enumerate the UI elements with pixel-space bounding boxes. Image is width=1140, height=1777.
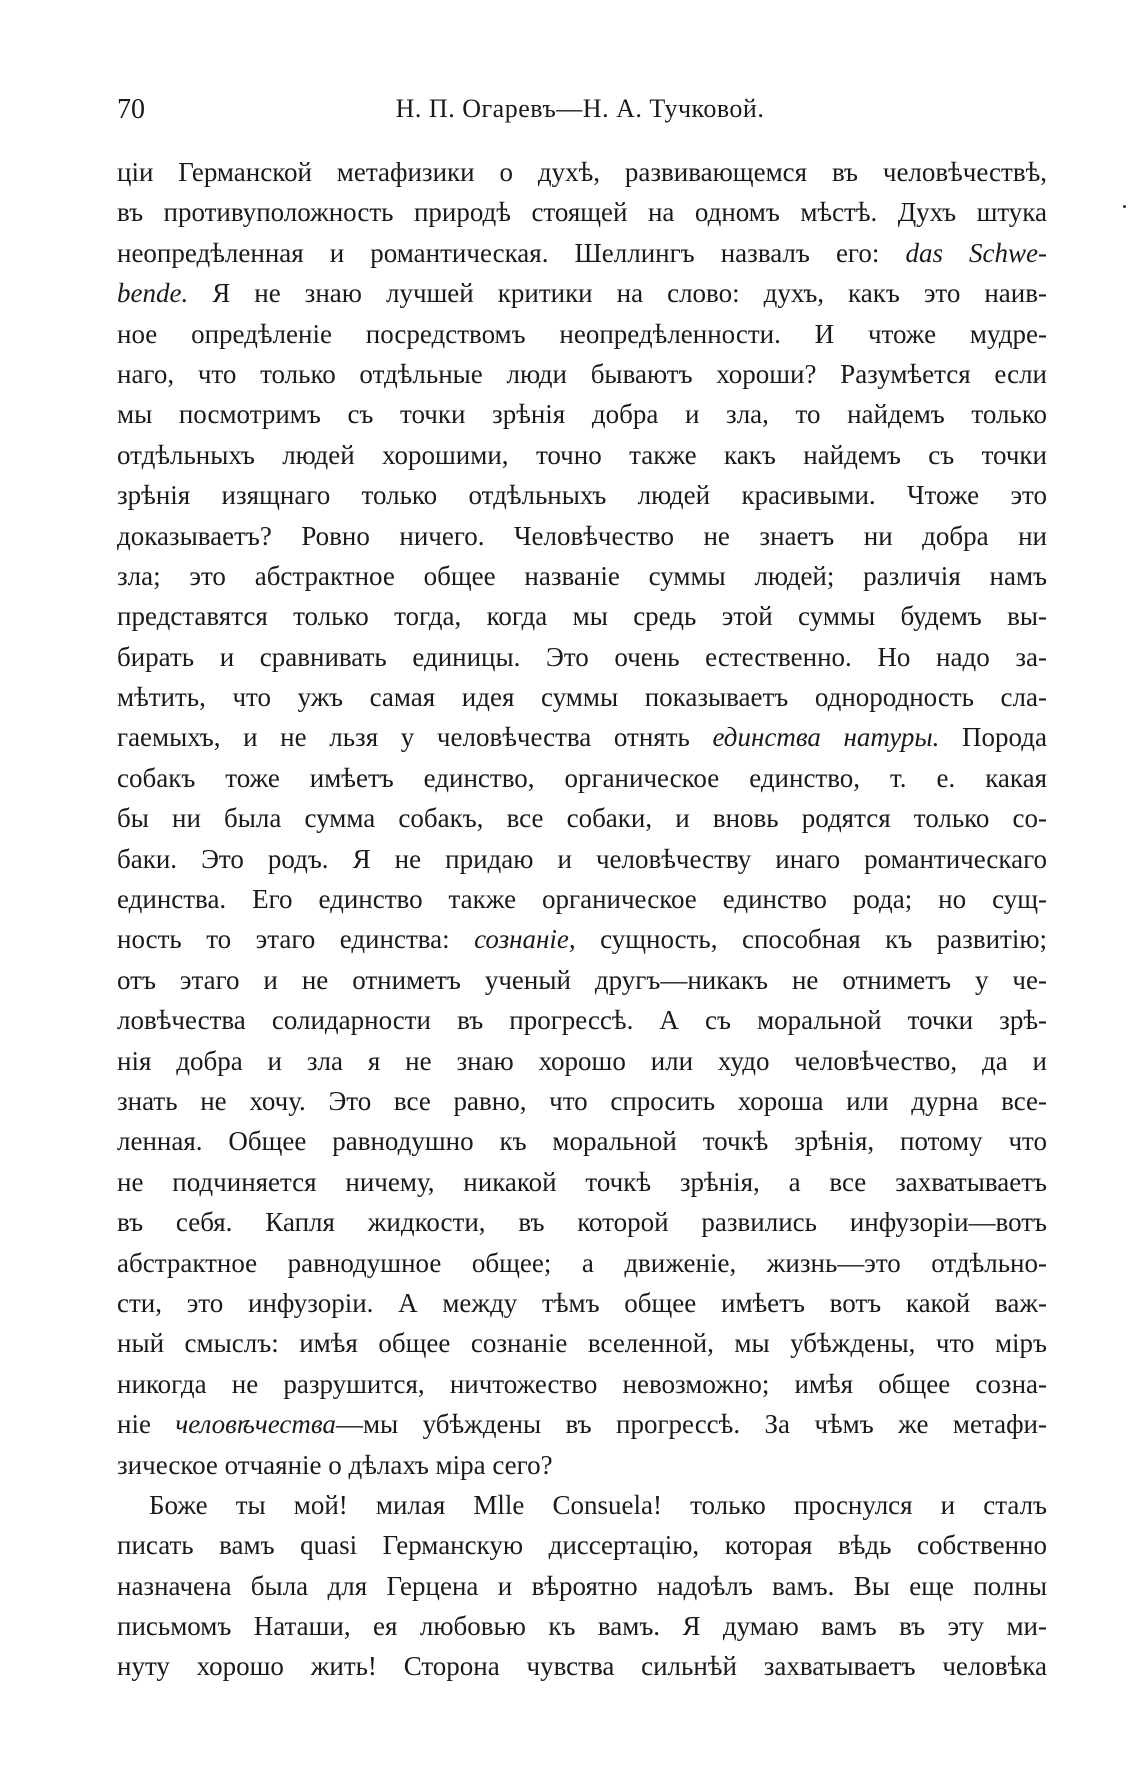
text-segment: въ себя. Капля жидкости, въ которой развились инфузоріи—вотъ [117, 1207, 1047, 1238]
text-segment: сти, это инфузоріи. А между тѣмъ общее имѣетъ вотъ какой важ- [117, 1287, 1047, 1318]
text-segment: писать вамъ quasi Германскую диссертацію, которая вѣдь собственно [117, 1530, 1047, 1561]
text-segment: доказываетъ? Ровно ничего. Человѣчество не знаетъ ни добра ни [117, 520, 1047, 551]
italic-text-segment: единства натуры. [712, 722, 940, 753]
text-line [117, 839, 1047, 879]
text-line [117, 879, 1047, 919]
italic-text-segment: человѣчества [175, 1409, 336, 1440]
text-line [117, 192, 1047, 232]
text-segment: зическое отчаяніе о дѣлахъ міра сего? [117, 1449, 553, 1480]
text-segment: Я не знаю лучшей критики на слово: духъ, какъ это наив- [188, 278, 1047, 309]
text-line [117, 1202, 1047, 1242]
text-segment: —мы убѣждены въ прогрессѣ. За чѣмъ же метафи- [335, 1409, 1047, 1440]
text-line [117, 1283, 1047, 1323]
text-segment: ное опредѣленіе посредствомъ неопредѣленности. И чтоже мудре- [117, 318, 1047, 349]
page-number: 70 [117, 94, 145, 125]
text-segment: не подчиняется ничему, никакой точкѣ зрѣнія, а все захватываетъ [117, 1166, 1047, 1197]
text-line [117, 1081, 1047, 1121]
text-segment: мы посмотримъ съ точки зрѣнія добра и зла, то найдемъ только [117, 399, 1047, 430]
page-body-text [117, 152, 1047, 1687]
text-line [117, 1041, 1047, 1081]
text-line [117, 798, 1047, 838]
text-segment: наго, что только отдѣльные люди бываютъ хороши? Разумѣется если [117, 358, 1047, 389]
text-segment: ный смыслъ: имѣя общее сознаніе вселенной, мы убѣждены, что міръ [117, 1328, 1047, 1359]
text-segment: отдѣльныхъ людей хорошими, точно также какъ найдемъ съ точки [117, 439, 1047, 470]
text-line [117, 1000, 1047, 1040]
italic-text-segment: das Schwe- [905, 237, 1047, 268]
text-segment: мѣтить, что ужъ самая идея суммы показываетъ однородность сла- [117, 682, 1047, 713]
text-line [117, 1323, 1047, 1363]
text-line [117, 1445, 1047, 1485]
text-segment: единства. Его единство также органическое единство рода; но сущ- [117, 884, 1047, 915]
text-segment: ловѣчества солидарности въ прогрессѣ. А съ моральной точки зрѣ- [117, 1005, 1047, 1036]
text-line [117, 516, 1047, 556]
text-line [117, 1485, 1047, 1525]
text-segment: ніе [117, 1409, 176, 1440]
text-segment: нуту хорошо жить! Сторона чувства сильнѣй захватываетъ человѣка [117, 1651, 1047, 1682]
text-segment: баки. Это родъ. Я не придаю и человѣчеству инаго романтическаго [117, 843, 1047, 874]
italic-text-segment: сознаніе, [474, 924, 576, 955]
text-line [117, 1364, 1047, 1404]
stray-ink-mark [1123, 205, 1126, 208]
running-header: Н. П. Огаревъ—Н. А. Тучковой. [395, 94, 765, 123]
text-line [117, 152, 1047, 192]
text-segment: зла; это абстрактное общее названіе суммы людей; различія намъ [117, 560, 1047, 591]
text-line [117, 960, 1047, 1000]
text-line [117, 717, 1047, 757]
text-segment: знать не хочу. Это все равно, что спросить хороша или дурна все- [117, 1085, 1047, 1116]
text-line [117, 394, 1047, 434]
text-segment: представятся только тогда, когда мы средь этой суммы будемъ вы- [117, 601, 1047, 632]
text-line [117, 1566, 1047, 1606]
text-segment: сущность, способная къ развитію; [575, 924, 1047, 955]
text-line [117, 1121, 1047, 1161]
text-line [117, 354, 1047, 394]
text-segment: бирать и сравнивать единицы. Это очень естественно. Но надо за- [117, 641, 1047, 672]
text-line [117, 637, 1047, 677]
text-segment: зрѣнія изящнаго только отдѣльныхъ людей красивыми. Чтоже это [117, 480, 1047, 511]
text-segment: никогда не разрушится, ничтожество невозможно; имѣя общее созна- [117, 1368, 1047, 1399]
text-line [117, 1404, 1047, 1444]
text-line [117, 1646, 1047, 1686]
text-segment: гаемыхъ, и не льзя у человѣчества отнять [117, 722, 713, 753]
text-line [117, 919, 1047, 959]
text-segment: неопредѣленная и романтическая. Шеллингъ назвалъ его: [117, 237, 906, 268]
italic-text-segment: bende. [117, 278, 189, 309]
text-segment: ность то этаго единства: [117, 924, 475, 955]
text-line [117, 1162, 1047, 1202]
text-line [117, 475, 1047, 515]
text-segment: собакъ тоже имѣетъ единство, органическое единство, т. е. какая [117, 762, 1047, 793]
text-line [117, 596, 1047, 636]
text-segment: отъ этаго и не отниметъ ученый другъ—никакъ не отниметъ у че- [117, 964, 1047, 995]
text-line [117, 314, 1047, 354]
text-line [117, 556, 1047, 596]
text-segment: ціи Германской метафизики о духѣ, развивающемся въ человѣчествѣ, [117, 157, 1047, 187]
text-segment: письмомъ Наташи, ея любовью къ вамъ. Я думаю вамъ въ эту ми- [117, 1611, 1047, 1642]
text-segment: бы ни была сумма собакъ, все собаки, и вновь родятся только со- [117, 803, 1047, 834]
text-segment: нія добра и зла я не знаю хорошо или худо человѣчество, да и [117, 1045, 1047, 1076]
text-line [117, 273, 1047, 313]
text-line [117, 1525, 1047, 1565]
text-line [117, 233, 1047, 273]
text-segment: въ противуположность природѣ стоящей на одномъ мѣстѣ. Духъ штука [117, 197, 1047, 228]
text-line [117, 1243, 1047, 1283]
text-line [117, 1606, 1047, 1646]
text-segment: Боже ты мой! милая Mlle Consuela! только проснулся и сталъ [149, 1489, 1047, 1520]
text-segment: назначена была для Герцена и вѣроятно надоѣлъ вамъ. Вы еще полны [117, 1570, 1047, 1601]
text-segment: Порода [939, 722, 1047, 753]
text-line [117, 435, 1047, 475]
text-line [117, 758, 1047, 798]
text-segment: ленная. Общее равнодушно къ моральной точкѣ зрѣнія, потому что [117, 1126, 1047, 1157]
text-line [117, 677, 1047, 717]
text-segment: абстрактное равнодушное общее; а движеніе, жизнь—это отдѣльно- [117, 1247, 1047, 1278]
